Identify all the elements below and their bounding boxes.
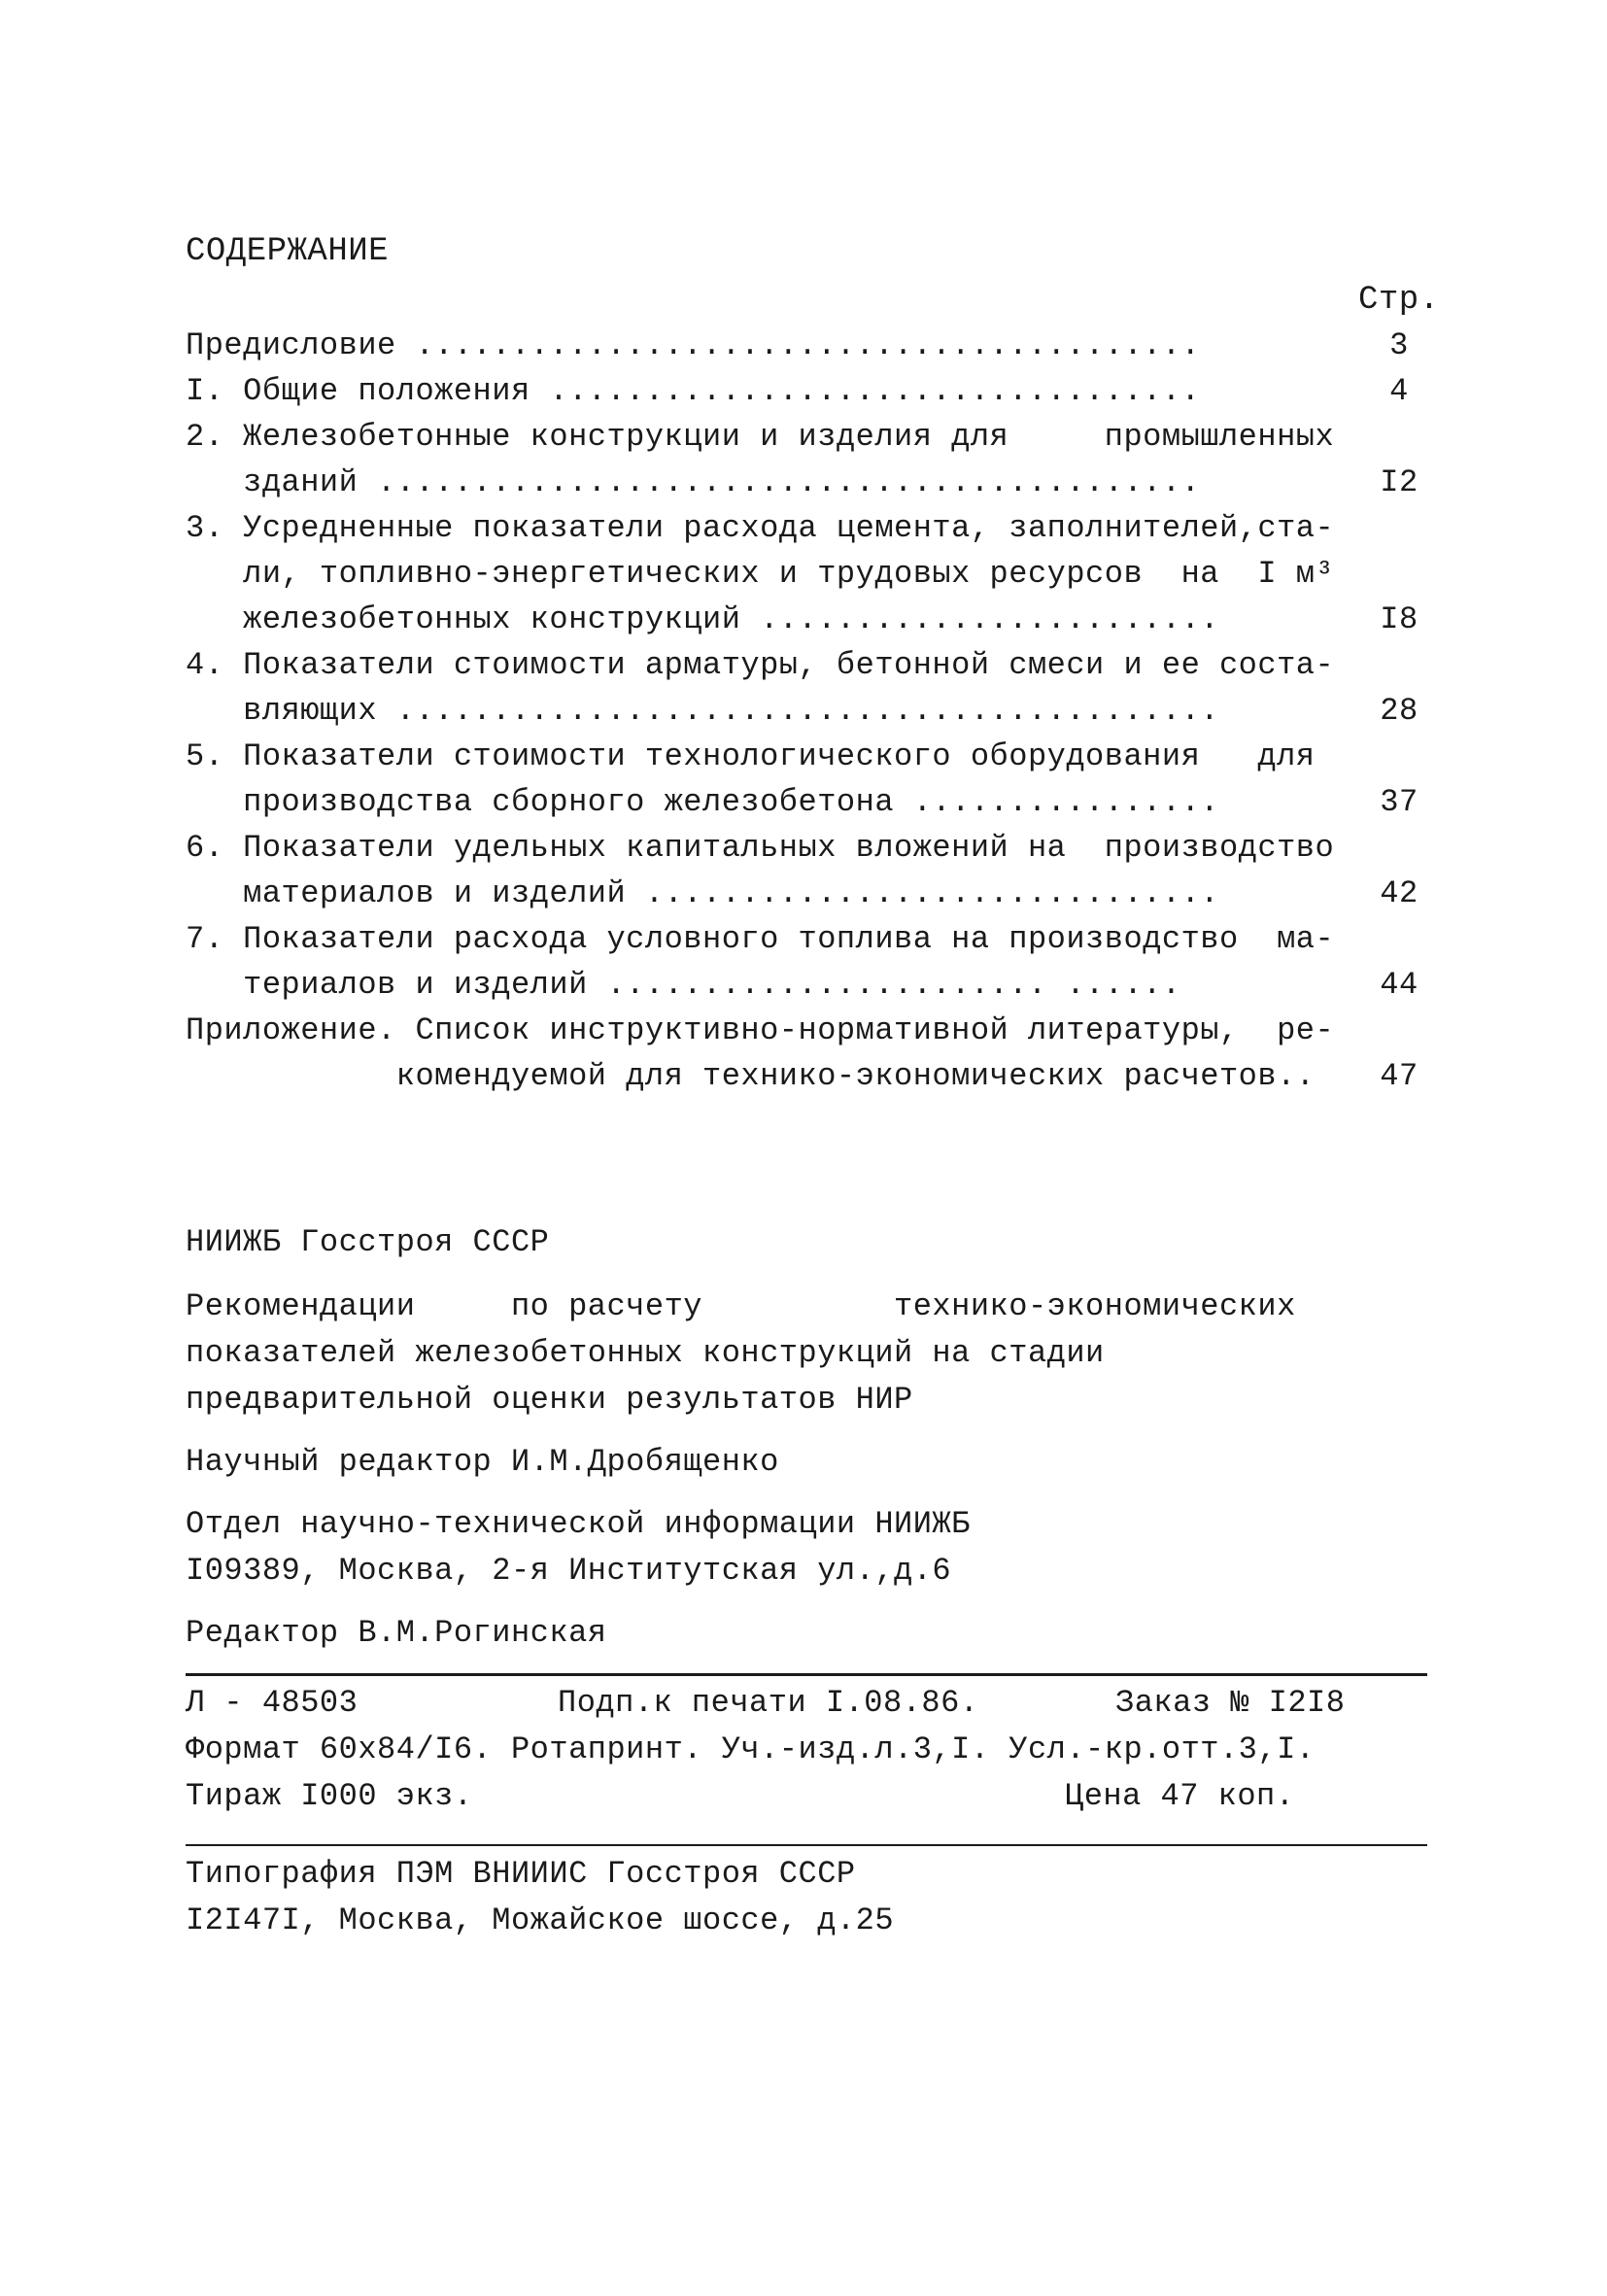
rule-bottom [186,1844,1427,1846]
toc-page-number: 3 [1389,327,1409,363]
toc-entry-line: 7. Показатели расхода условного топлива на производство ма- [186,921,1335,957]
department-line-1: Отдел научно-технической информации НИИЖБ [186,1506,971,1542]
toc-page-number: 4 [1389,373,1409,409]
toc-entry-line: 3. Усредненные показатели расхода цемента, заполнителей,ста- [186,510,1335,546]
toc-page-number: 37 [1380,784,1419,820]
toc-page-number: I2 [1380,464,1419,500]
publication-code: Л - 48503 [186,1685,359,1721]
toc-entry-line: вляющих ........................................... [186,693,1219,729]
rule-top [186,1673,1427,1676]
toc-entry-line: комендуемой для технико-экономических расчетов.. [186,1058,1316,1094]
imprint-title-1: Рекомендации по расчету технико-экономических [186,1288,1296,1324]
toc-page-number: 47 [1380,1058,1419,1094]
toc-entry-line: зданий ........................................... [186,464,1201,500]
toc-title: СОДЕРЖАНИЕ [186,233,390,270]
toc-entry-line: производства сборного железобетона ................ [186,784,1219,820]
printer-line-1: Типография ПЭМ ВНИИИС Госстроя СССР [186,1856,856,1892]
scientific-editor: Научный редактор И.М.Дробященко [186,1444,779,1480]
toc-entry-line: Предисловие ......................................... [186,327,1201,363]
toc-page-number: 44 [1380,967,1419,1003]
toc-entry-line: 5. Показатели стоимости технологического оборудования для [186,738,1316,774]
toc-entry-line: Приложение. Список инструктивно-нормативной литературы, ре- [186,1012,1335,1048]
order-number: Заказ № I2I8 [1115,1685,1346,1721]
toc-entry-line: ли, топливно-энергетических и трудовых ресурсов на I м³ [186,556,1335,592]
toc-entry-line: железобетонных конструкций ........................ [186,601,1219,637]
imprint-org: НИИЖБ Госстроя СССР [186,1224,550,1260]
page-column-header: Стр. [1358,282,1440,319]
toc-page-number: I8 [1380,601,1419,637]
imprint-title-3: предварительной оценки результатов НИР [186,1382,913,1418]
signed-for-print: Подп.к печати I.08.86. [558,1685,979,1721]
editor: Редактор В.М.Рогинская [186,1615,607,1651]
toc-entry-line: I. Общие положения .................................. [186,373,1201,409]
printer-line-2: I2I47I, Москва, Можайское шоссе, д.25 [186,1902,895,1938]
print-run: Тираж I000 экз. [186,1778,473,1814]
format-line: Формат 60x84/I6. Ротапринт. Уч.-изд.л.3,I. Усл.-кр.отт.3,I. [186,1731,1316,1767]
toc-entry-line: териалов и изделий ....................... ...... [186,967,1181,1003]
department-line-2: I09389, Москва, 2-я Институтская ул.,д.6 [186,1553,952,1589]
toc-entry-line: материалов и изделий .............................. [186,875,1219,911]
price: Цена 47 коп. [1065,1778,1295,1814]
toc-page-number: 28 [1380,693,1419,729]
imprint-title-2: показателей железобетонных конструкций на стадии [186,1335,1105,1371]
toc-entry-line: 4. Показатели стоимости арматуры, бетонной смеси и ее соста- [186,647,1335,683]
toc-entry-line: 6. Показатели удельных капитальных вложений на производство [186,830,1335,866]
toc-entry-line: 2. Железобетонные конструкции и изделия для промышленных [186,419,1335,455]
toc-page-number: 42 [1380,875,1419,911]
